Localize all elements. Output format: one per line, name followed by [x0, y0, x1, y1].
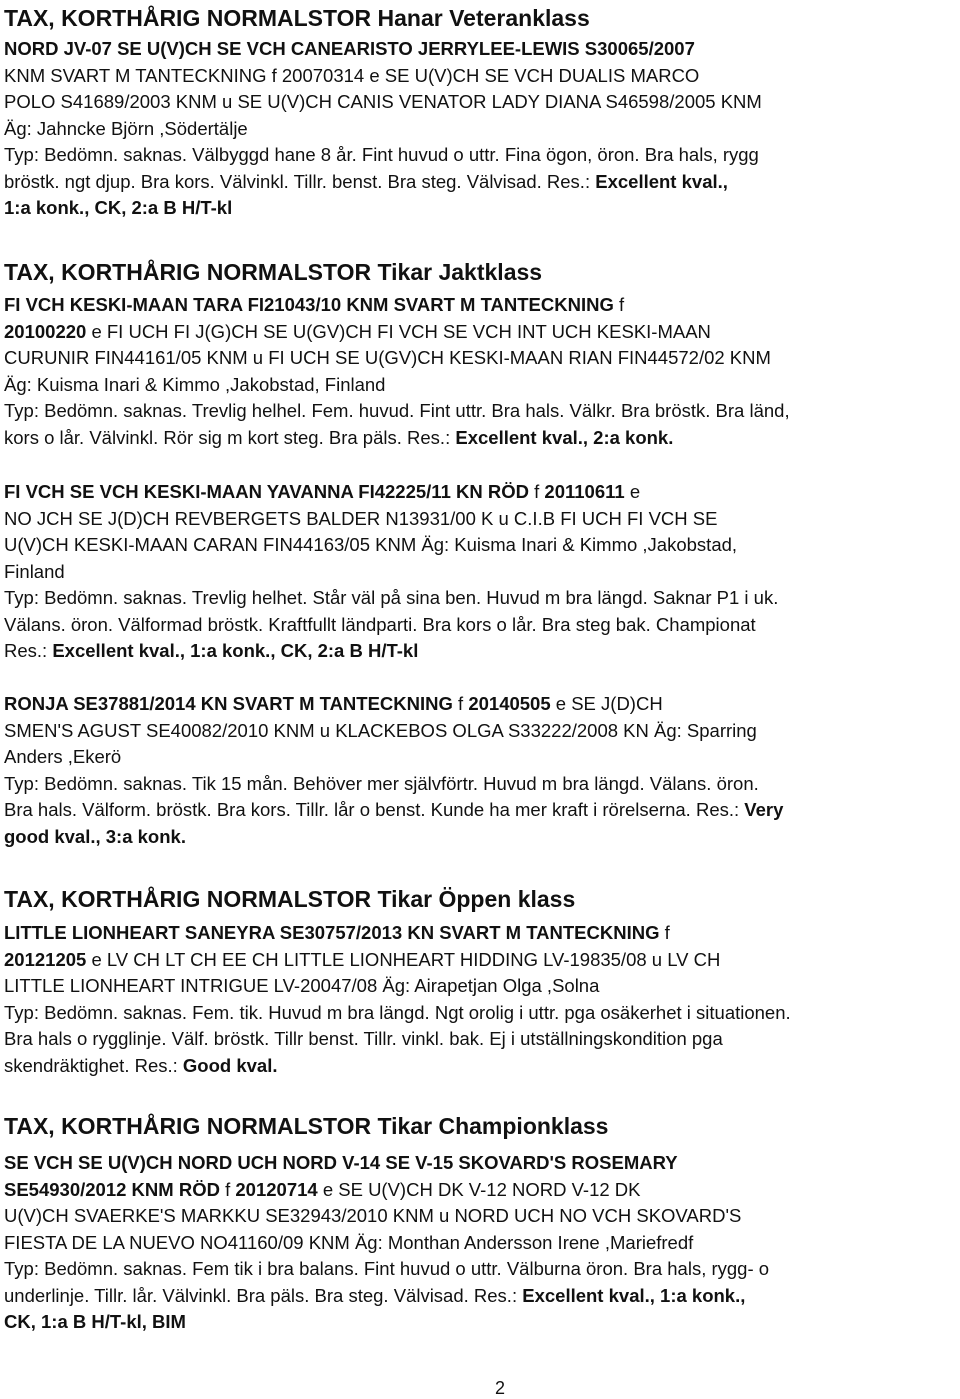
entry-line: [4, 920, 791, 947]
bold-text: Very: [744, 799, 784, 820]
entry-line: [4, 372, 790, 399]
text-segment: e FI UCH FI J(G)CH SE U(GV)CH FI VCH SE VCH INT UCH KESKI-MAAN: [86, 320, 711, 342]
entry-line: [4, 195, 762, 222]
text-segment: e LV CH LT CH EE CH LITTLE LIONHEART HIDDING LV-19835/08 u LV CH: [86, 948, 721, 970]
class-heading: TAX, KORTHÅRIG NORMALSTOR Tikar Öppen klass: [4, 886, 576, 912]
bold-text: 20110611: [544, 481, 625, 502]
page-number: 2: [494, 1378, 505, 1398]
text-segment: Välans. öron. Välformad bröstk. Kraftfullt ländparti. Bra kors o lår. Bra steg bak. Championat: [4, 613, 756, 635]
entry-line: [4, 973, 791, 1000]
bold-text: SE VCH SE U(V)CH NORD UCH NORD V-14 SE V-15 SKOVARD'S ROSEMARY: [4, 1152, 678, 1173]
entry-line: [4, 1230, 769, 1257]
entry-line: [4, 116, 762, 143]
text-segment: Typ: Bedömn. saknas. Trevlig helhel. Fem. huvud. Fint uttr. Bra hals. Välkr. Bra bröstk. Bra länd,: [4, 400, 790, 421]
bold-text: FI VCH SE VCH KESKI-MAAN YAVANNA FI42225/11 KN RÖD: [4, 481, 529, 502]
entry-line: [4, 292, 790, 319]
bold-text: 20121205: [4, 948, 87, 970]
entry-line: [4, 1256, 769, 1283]
dog-entry: [4, 479, 778, 665]
text-segment: bröstk. ngt djup. Bra kors. Välvinkl. Tillr. benst. Bra steg. Välvisad. Res.:: [4, 170, 596, 192]
text-segment: f: [613, 294, 625, 315]
text-segment: Bra hals o rygglinje. Välf. bröstk. Tillr benst. Tillr. vinkl. bak. Ej i utställningskondition pga: [4, 1028, 723, 1049]
dog-entry: [4, 691, 783, 850]
text-segment: f: [528, 481, 545, 502]
dog-entry: [4, 1150, 769, 1336]
entry-line: [4, 638, 778, 665]
bold-text: SE54930/2012 KNM RÖD: [4, 1178, 220, 1200]
entry-line: [4, 691, 783, 718]
entry-line: [4, 36, 762, 63]
entry-line: [4, 585, 778, 612]
entry-line: [4, 479, 778, 506]
dog-entry: [4, 920, 791, 1079]
entry-line: [4, 345, 790, 372]
entry-line: [4, 1283, 769, 1310]
bold-text: RONJA SE37881/2014 KN SVART M TANTECKNING: [4, 693, 453, 714]
class-heading: TAX, KORTHÅRIG NORMALSTOR Tikar Championklass: [4, 1113, 609, 1139]
text-segment: CURUNIR FIN44161/05 KNM u FI UCH SE U(GV)CH KESKI-MAAN RIAN FIN44572/02 KNM: [4, 347, 771, 368]
text-segment: e SE J(D)CH: [550, 693, 663, 714]
text-segment: Typ: Bedömn. saknas. Välbyggd hane 8 år. Fint huvud o uttr. Fina ögon, öron. Bra hals, rygg: [4, 144, 759, 165]
entry-line: [4, 1150, 769, 1177]
text-segment: f: [452, 693, 469, 714]
entry-line: [4, 797, 783, 824]
text-segment: KNM SVART M TANTECKNING f 20070314: [4, 64, 365, 86]
entry-line: [4, 1203, 769, 1230]
entry-line: [4, 398, 790, 425]
bold-text: Excellent kval., 1:a konk., CK, 2:a B H/T-kl: [52, 640, 419, 661]
entry-line: [4, 142, 762, 169]
text-segment: SMEN'S AGUST SE40082/2010 KNM u KLACKEBOS OLGA S33222/2008 KN Äg: Sparring: [4, 719, 757, 741]
text-segment: POLO S41689/2003 KNM u SE U(V)CH CANIS VENATOR LADY DIANA S46598/2005 KNM: [4, 91, 762, 112]
text-segment: U(V)CH KESKI-MAAN CARAN FIN44163/05 KNM Äg: Kuisma Inari & Kimmo ,Jakobstad,: [4, 534, 738, 555]
text-segment: e: [624, 481, 641, 502]
entry-line: [4, 1309, 769, 1336]
entry-line: [4, 1026, 791, 1053]
text-segment: Typ: Bedömn. saknas. Fem tik i bra balans. Fint huvud o uttr. Välburna öron. Bra hals, rygg- o: [4, 1258, 770, 1279]
text-segment: U(V)CH SVAERKE'S MARKKU SE32943/2010 KNM u NORD UCH NO VCH SKOVARD'S: [4, 1205, 742, 1226]
bold-text: FI VCH KESKI-MAAN TARA FI21043/10 KNM SVART M TANTECKNING: [4, 294, 614, 315]
bold-text: 1:a konk., CK, 2:a B H/T-kl: [4, 197, 233, 218]
bold-text: 20120714: [235, 1178, 318, 1200]
entry-line: [4, 744, 783, 771]
entry-line: [4, 169, 762, 196]
class-heading: TAX, KORTHÅRIG NORMALSTOR Tikar Jaktklass: [4, 259, 543, 285]
text-segment: NO JCH SE J(D)CH REVBERGETS BALDER N13931/00 K u C.I.B FI UCH FI VCH SE: [4, 507, 718, 529]
entry-line: [4, 612, 778, 639]
bold-text: 20140505: [468, 693, 551, 714]
bold-text: Excellent kval., 1:a konk.,: [522, 1284, 746, 1306]
entry-line: [4, 824, 783, 851]
entry-line: [4, 947, 791, 974]
bold-text: CK, 1:a B H/T-kl, BIM: [4, 1311, 186, 1332]
entry-line: [4, 718, 783, 745]
entry-line: [4, 559, 778, 586]
text-segment: kors o lår. Välvinkl. Rör sig m kort steg. Bra päls. Res.:: [4, 426, 456, 448]
bold-text: Excellent kval., 2:a konk.: [455, 426, 674, 448]
text-segment: Anders ,Ekerö: [4, 746, 122, 767]
text-segment: Res.:: [4, 640, 53, 661]
bold-text: NORD JV-07 SE U(V)CH SE VCH CANEARISTO JERRYLEE-LEWIS S30065/2007: [4, 38, 695, 59]
text-segment: Typ: Bedömn. saknas. Trevlig helhet. Står väl på sina ben. Huvud m bra längd. Saknar P1 i uk.: [4, 587, 779, 608]
dog-entry: [4, 36, 762, 222]
entry-line: [4, 771, 783, 798]
text-segment: Finland: [4, 560, 65, 582]
text-segment: Typ: Bedömn. saknas. Fem. tik. Huvud m bra längd. Ngt orolig i uttr. pga osäkerhet i situationen.: [4, 1001, 791, 1023]
text-segment: f: [659, 922, 670, 943]
text-segment: e SE U(V)CH DK V-12 NORD V-12 DK: [317, 1178, 641, 1200]
bold-text: Good kval.: [182, 1054, 278, 1076]
bold-text: LITTLE LIONHEART SANEYRA SE30757/2013 KN SVART M TANTECKNING: [4, 922, 660, 943]
text-segment: Äg: Jahncke Björn ,Södertälje: [4, 117, 248, 139]
text-segment: LITTLE LIONHEART INTRIGUE LV-20047/08 Äg: Airapetjan Olga ,Solna: [4, 975, 600, 996]
entry-line: [4, 1053, 791, 1080]
entry-line: [4, 506, 778, 533]
entry-line: [4, 319, 790, 346]
text-segment: e SE U(V)CH SE VCH DUALIS MARCO: [364, 64, 700, 86]
entry-line: [4, 425, 790, 452]
text-segment: f: [219, 1178, 236, 1200]
text-segment: underlinje. Tillr. lår. Välvinkl. Bra päls. Bra steg. Välvisad. Res.:: [4, 1284, 523, 1306]
dog-entry: [4, 292, 790, 451]
bold-text: 20100220: [4, 320, 87, 342]
text-segment: Bra hals. Välform. bröstk. Bra kors. Tillr. lår o benst. Kunde ha mer kraft i rörelserna. Res.:: [4, 799, 745, 820]
bold-text: good kval., 3:a konk.: [4, 825, 186, 847]
text-segment: Typ: Bedömn. saknas. Tik 15 mån. Behöver mer självförtr. Huvud m bra längd. Välans. öron.: [4, 772, 759, 794]
entry-line: [4, 1000, 791, 1027]
bold-text: Excellent kval.,: [595, 170, 728, 192]
class-heading: TAX, KORTHÅRIG NORMALSTOR Hanar Veteranklass: [4, 5, 590, 31]
text-segment: FIESTA DE LA NUEVO NO41160/09 KNM Äg: Monthan Andersson Irene ,Mariefredf: [4, 1231, 694, 1253]
text-segment: Äg: Kuisma Inari & Kimmo ,Jakobstad, Finland: [4, 373, 386, 395]
entry-line: [4, 63, 762, 90]
text-segment: skendräktighet. Res.:: [4, 1054, 183, 1076]
entry-line: [4, 532, 778, 559]
entry-line: [4, 89, 762, 116]
entry-line: [4, 1177, 769, 1204]
